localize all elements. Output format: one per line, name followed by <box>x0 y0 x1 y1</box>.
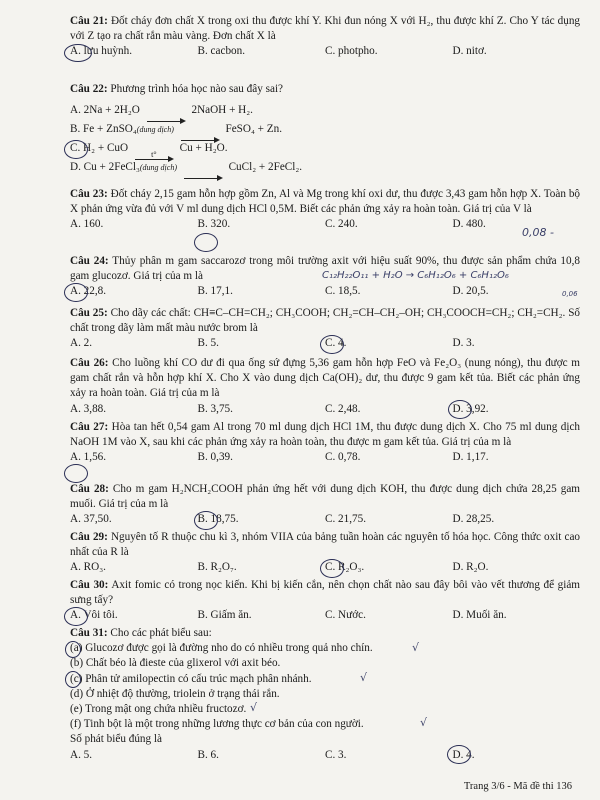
question-28 <box>70 482 580 528</box>
option-d[interactable]: D. 3. <box>452 337 475 350</box>
option-a[interactable]: A. 5. <box>70 748 93 761</box>
question-number: Câu 27: <box>70 421 109 433</box>
option-a[interactable]: A. 2Na + 2H₂O 2NaOH + H₂. <box>70 104 253 117</box>
option-d[interactable]: D. 20,5. <box>452 285 489 298</box>
option-d[interactable]: D. R₂O. <box>452 561 489 574</box>
option-c[interactable]: C. 0,78. <box>325 451 361 464</box>
question-stem: Cho dãy các chất: CH≡C–CH=CH₂; CH₃COOH; CH₂=CH–CH₂–OH; CH₃COOCH=CH₂; CH₂=CH₂. Số chất trong dãy làm mất màu nước brom là <box>70 307 581 335</box>
option-c[interactable]: C. 21,75. <box>325 513 367 526</box>
handwritten-equation: C₁₂H₂₂O₁₁ + H₂O → C₆H₁₂O₆ + C₆H₁₂O₆ <box>322 270 509 281</box>
option-c[interactable]: C. 2,48. <box>325 402 361 415</box>
question-25 <box>70 306 580 352</box>
question-number: Câu 25: <box>70 307 108 319</box>
question-23 <box>70 187 581 239</box>
answer-options <box>70 44 580 59</box>
option-a[interactable]: A. 1,56. <box>70 451 107 464</box>
option-c[interactable]: C. Nước. <box>325 609 366 622</box>
question-22 <box>70 82 580 177</box>
question-stem: Thủy phân m gam saccarozơ trong môi trường axit với hiệu suất 90%, thu được sản phẩm chứa 10,8 gam glucozơ. Giá trị của m là <box>70 255 580 283</box>
option-a[interactable]: A. lưu huỳnh. <box>70 45 133 58</box>
option-d[interactable]: D. 3,92. <box>452 402 489 415</box>
question-number: Câu 31: <box>70 627 108 639</box>
statement-e: (e) Trong mật ong chứa nhiều fructozơ. <box>70 703 247 716</box>
option-b[interactable]: B. 17,1. <box>197 285 233 298</box>
handwritten-note: 0,08 - <box>522 226 554 239</box>
count-label: Số phát biểu đúng là <box>70 733 162 746</box>
answer-options <box>70 450 580 465</box>
question-24 <box>70 254 580 300</box>
statement-c: (c) Phân tử amilopectin có cấu trúc mạch phân nhánh. <box>70 672 312 685</box>
answer-options <box>70 608 580 623</box>
option-b[interactable]: B. 5. <box>197 337 219 350</box>
question-number: Câu 24: <box>70 255 109 267</box>
statement-d: (d) Ở nhiệt độ thường, triolein ở trạng thái rắn. <box>70 687 280 700</box>
answer-options <box>70 336 580 351</box>
statement-a: (a) Glucozơ được gọi là đường nho do có nhiều trong quả nho chín. <box>70 642 373 655</box>
check-mark-icon: √ <box>412 641 420 654</box>
option-a[interactable]: A. 2. <box>70 337 93 350</box>
option-d[interactable]: D. 4. <box>452 748 475 761</box>
question-number: Câu 26: <box>70 357 109 369</box>
question-stem: Hòa tan hết 0,54 gam Al trong 70 ml dung dịch HCl 1M, thu được dung dịch X. Cho 75 ml dung dịch NaOH 1M vào X, sau khi các phản ứng xảy ra hoàn toàn, thu được m gam kết tủa. Giá trị của m là <box>70 421 581 449</box>
option-d[interactable]: D. 480. <box>452 218 486 231</box>
option-c[interactable]: C. 4. <box>325 337 347 350</box>
answer-options <box>70 560 580 575</box>
question-30 <box>70 578 580 624</box>
option-b[interactable]: B. cacbon. <box>197 45 246 58</box>
option-c[interactable]: C. 240. <box>325 218 358 231</box>
statement-f: (f) Tinh bột là một trong những lương thực cơ bản của con người. <box>70 718 364 731</box>
answer-options <box>70 217 580 232</box>
question-number: Câu 30: <box>70 579 109 591</box>
option-b[interactable]: B. 6. <box>197 748 219 761</box>
option-b[interactable]: B. 18,75. <box>197 513 239 526</box>
option-c[interactable]: C. 3. <box>325 748 347 761</box>
option-d[interactable]: D. 28,25. <box>452 513 495 526</box>
answer-options <box>70 284 580 299</box>
option-b[interactable]: B. R₂O₇. <box>197 561 237 574</box>
option-a[interactable]: A. RO₃. <box>70 561 106 574</box>
check-mark-icon: √ <box>420 716 428 729</box>
page-footer: Trang 3/6 - Mã đề thi 136 <box>463 781 572 792</box>
option-c[interactable]: C. H₂ + CuO t° Cu + H₂O. <box>70 139 580 158</box>
answer-options <box>70 748 580 763</box>
question-stem: Cho m gam H₂NCH₂COOH phản ứng hết với dung dịch KOH, thu được dung dịch chứa 28,25 gam muối. Giá trị của m là <box>70 483 581 511</box>
option-c[interactable]: C. photpho. <box>325 45 378 58</box>
check-mark-icon: √ <box>250 701 258 714</box>
option-b[interactable]: B. Fe + ZnSO₄(dung dịch) FeSO₄ + Zn. <box>70 123 283 136</box>
question-29 <box>70 530 580 576</box>
question-number: Câu 29: <box>70 531 108 543</box>
question-number: Câu 22: <box>70 83 108 95</box>
question-31 <box>70 626 580 763</box>
question-stem: Đốt cháy 2,15 gam hỗn hợp gồm Zn, Al và Mg trong khí oxi dư, thu được 3,43 gam hỗn hợp X. Toàn bộ X phản ứng vừa đủ với V ml dung dịch HCl 0,5M. Biết các phản ứng xảy ra hoàn toàn. Giá trị của V là <box>70 188 581 216</box>
answer-circle-mark <box>64 464 88 483</box>
option-c[interactable]: C. R₂O₃. <box>325 561 365 574</box>
question-stem: Axit fomic có trong nọc kiến. Khi bị kiến cắn, nên chọn chất nào sau đây bôi vào vết thương để giảm sưng tấy? <box>70 579 580 607</box>
option-a[interactable]: A. 22,8. <box>70 285 107 298</box>
option-a[interactable]: A. 160. <box>70 218 104 231</box>
answer-circle-mark <box>194 233 218 252</box>
question-stem: Cho các phát biểu sau: <box>110 627 212 639</box>
option-c[interactable]: C. 18,5. <box>325 285 361 298</box>
question-26 <box>70 356 580 417</box>
question-number: Câu 28: <box>70 483 109 495</box>
statement-b: (b) Chất béo là đieste của glixerol với axit béo. <box>70 657 281 670</box>
question-number: Câu 23: <box>70 188 108 200</box>
option-a[interactable]: A. Vôi tôi. <box>70 609 118 622</box>
question-stem: Cho luồng khí CO dư đi qua ống sứ đựng 5,36 gam hỗn hợp FeO và Fe₂O₃ (nung nóng), thu được m gam chất rắn và hỗn hợp khí X. Cho X vào dung dịch Ca(OH)₂ dư, thu được 9 gam kết tủa. Biết các phản ứng xảy ra hoàn toàn. Giá trị của m là <box>70 357 581 400</box>
question-number: Câu 21: <box>70 15 108 27</box>
option-a[interactable]: A. 3,88. <box>70 402 107 415</box>
check-mark-icon: √ <box>360 671 368 684</box>
option-d[interactable]: D. Muối ăn. <box>452 609 507 622</box>
answer-options <box>70 402 580 417</box>
handwritten-note: 0,06 <box>562 290 578 298</box>
option-b[interactable]: B. 3,75. <box>197 402 233 415</box>
option-d[interactable]: D. nitơ. <box>452 45 487 58</box>
question-stem: Đốt cháy đơn chất X trong oxi thu được khí Y. Khi đun nóng X với H₂, thu được khí Z. Cho Y tác dụng với Z tạo ra chất rắn màu vàng. Đơn chất X là <box>70 15 581 43</box>
answer-options <box>70 512 580 527</box>
option-b[interactable]: B. 0,39. <box>197 451 233 464</box>
question-27 <box>70 420 580 466</box>
option-a[interactable]: A. 37,50. <box>70 513 112 526</box>
option-b[interactable]: B. Giấm ăn. <box>197 609 252 622</box>
option-b[interactable]: B. 320. <box>197 218 231 231</box>
option-d[interactable]: D. 1,17. <box>452 451 489 464</box>
question-stem: Nguyên tố R thuộc chu kì 3, nhóm VIIA của bảng tuần hoàn các nguyên tố hóa học. Công thức oxit cao nhất của R là <box>70 531 580 559</box>
question-21 <box>70 14 580 60</box>
question-stem: Phương trình hóa học nào sau đây sai? <box>110 83 284 95</box>
option-d[interactable]: D. Cu + 2FeCl₃(dung dịch) CuCl₂ + 2FeCl₂. <box>70 161 303 174</box>
